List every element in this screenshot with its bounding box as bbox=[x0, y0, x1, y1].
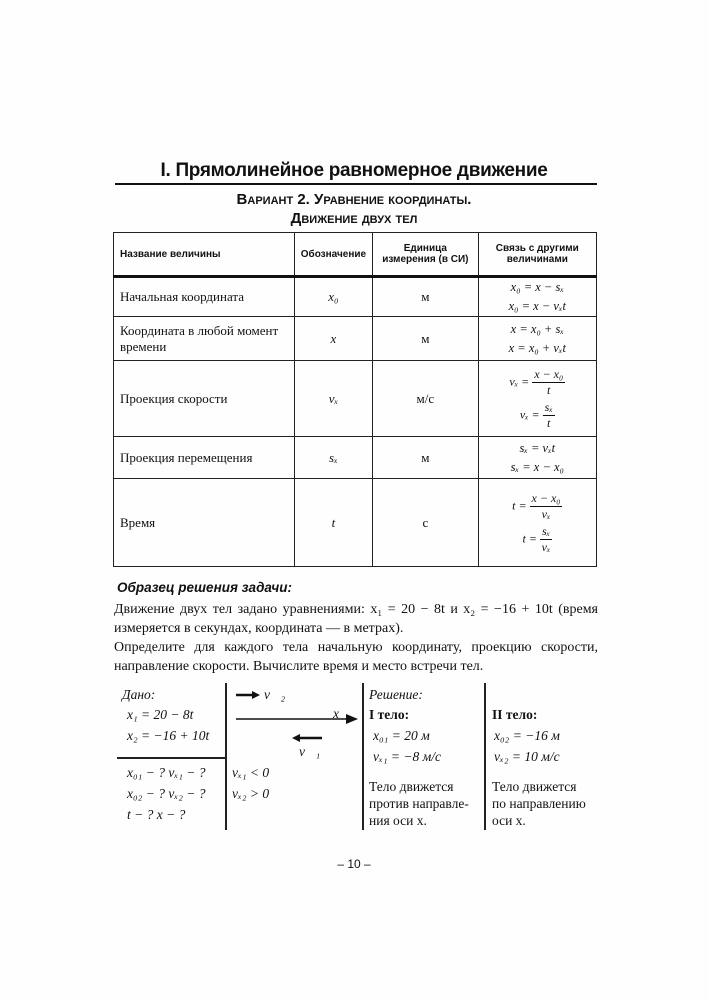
divider bbox=[362, 683, 364, 830]
cell-name: Проекция скорости bbox=[114, 361, 295, 437]
denominator: t bbox=[547, 382, 551, 397]
problem-question: Определите для каждого тела начальную координату, проекцию скорости, направление скорости. Вычислите время и место встречи тел. bbox=[114, 640, 598, 674]
formula-fraction bbox=[485, 399, 590, 432]
numerator: sₓ bbox=[541, 523, 551, 538]
formula: x = x₀ + vₓt bbox=[508, 340, 566, 355]
body1-eq-2: vₓ₁ = −8 м/с bbox=[373, 749, 441, 764]
header-relation: Связь с другими величинами bbox=[478, 233, 596, 277]
body1-eq-1: x₀₁ = 20 м bbox=[373, 728, 430, 743]
v2-label: v⃗₂ bbox=[264, 687, 286, 702]
cell-unit: м bbox=[373, 437, 478, 479]
cell-name: Координата в любой момент времени bbox=[114, 317, 295, 361]
cell-symbol: t bbox=[294, 479, 372, 567]
divider bbox=[484, 683, 486, 830]
condition-2: vₓ₂ > 0 bbox=[232, 786, 270, 801]
formula-lhs: t = bbox=[512, 497, 527, 512]
denominator: vₓ bbox=[541, 539, 551, 554]
given-divider bbox=[117, 757, 227, 759]
table-row bbox=[114, 479, 597, 567]
find-1: x₀₁ − ? vₓ₁ − ? bbox=[127, 765, 206, 780]
v2-arrow-head bbox=[252, 691, 260, 699]
text-line: Тело движется bbox=[492, 779, 577, 794]
text-line: ния оси x. bbox=[369, 813, 427, 828]
header-unit: Единица измерения (в СИ) bbox=[373, 233, 478, 277]
quantities-table bbox=[113, 232, 597, 567]
header-symbol: Обозначение bbox=[294, 233, 372, 277]
table-row bbox=[114, 317, 597, 361]
given-eq-2: x₂ = −16 + 10t bbox=[127, 728, 210, 743]
cell-name: Проекция перемещения bbox=[114, 437, 295, 479]
formula: x₀ = x − vₓt bbox=[508, 299, 566, 313]
formula: x₀ = x − sₓ bbox=[510, 280, 564, 294]
formula: sₓ = x − x₀ bbox=[510, 459, 564, 474]
cell-unit: м bbox=[373, 277, 478, 317]
body1-direction bbox=[369, 778, 469, 829]
text-line: против направле- bbox=[369, 796, 469, 811]
find-3: t − ? x − ? bbox=[127, 807, 186, 822]
chapter-title: I. Прямолинейное равномерное движение bbox=[160, 160, 548, 181]
page-number: – 10 – bbox=[337, 857, 371, 871]
text-line: Тело движется bbox=[369, 779, 454, 794]
body2-eq-1: x₀₂ = −16 м bbox=[494, 728, 560, 743]
cell-name: Время bbox=[114, 479, 295, 567]
text-line: оси x. bbox=[492, 813, 526, 828]
formula-lhs: vₓ = bbox=[519, 406, 540, 421]
numerator: sₓ bbox=[544, 399, 553, 414]
body1-title: I тело: bbox=[369, 707, 410, 722]
variant-title-line1: Вариант 2. Уравнение координаты. bbox=[236, 191, 472, 208]
cell-unit: с bbox=[373, 479, 478, 567]
axis-label: x bbox=[333, 706, 339, 721]
table-row bbox=[114, 277, 597, 317]
table-header bbox=[114, 233, 597, 277]
formula-fraction bbox=[485, 490, 590, 523]
denominator: t bbox=[547, 415, 551, 430]
denominator: vₓ bbox=[541, 506, 551, 521]
motion-diagram bbox=[232, 683, 362, 763]
cell-symbol: x bbox=[294, 317, 372, 361]
x-axis-head bbox=[346, 714, 358, 724]
given-eq-1: x₁ = 20 − 8t bbox=[127, 707, 194, 722]
cell-symbol: vₓ bbox=[294, 361, 372, 437]
body2-direction bbox=[492, 778, 586, 829]
condition-1: vₓ₁ < 0 bbox=[232, 765, 270, 780]
find-2: x₀₂ − ? vₓ₂ − ? bbox=[127, 786, 206, 801]
cell-unit: м bbox=[373, 317, 478, 361]
given-label: Дано: bbox=[122, 687, 156, 702]
cell-name: Начальная координата bbox=[114, 277, 295, 317]
body2-title: II тело: bbox=[492, 707, 538, 722]
formula-lhs: t = bbox=[522, 530, 537, 545]
formula-fraction bbox=[485, 523, 590, 556]
variant-title-line2: Движение двух тел bbox=[290, 210, 418, 227]
table-row bbox=[114, 361, 597, 437]
v1-label: v⃗₁ bbox=[299, 744, 321, 759]
numerator: x − x₀ bbox=[534, 366, 564, 381]
formula: x = x₀ + sₓ bbox=[510, 321, 564, 336]
divider bbox=[225, 683, 227, 830]
solution-label: Решение: bbox=[369, 687, 423, 702]
problem-statement: Движение двух тел задано уравнениями: x₁ = 20 − 8t и x₂ = −16 + 10t (время измеряется в секундах, координата — в метрах). bbox=[114, 602, 598, 636]
formula-lhs: vₓ = bbox=[509, 373, 530, 388]
numerator: x − x₀ bbox=[531, 490, 561, 505]
sample-heading: Образец решения задачи: bbox=[117, 580, 293, 595]
body2-eq-2: vₓ₂ = 10 м/с bbox=[494, 749, 560, 764]
header-name: Название величины bbox=[114, 233, 295, 277]
table-row bbox=[114, 437, 597, 479]
text-line: по направлению bbox=[492, 796, 586, 811]
formula: sₓ = vₓt bbox=[519, 440, 556, 455]
formula-fraction bbox=[485, 366, 590, 399]
cell-symbol: sₓ bbox=[294, 437, 372, 479]
cell-unit: м/с bbox=[373, 361, 478, 437]
title-rule bbox=[115, 183, 597, 185]
cell-symbol: x₀ bbox=[294, 277, 372, 317]
